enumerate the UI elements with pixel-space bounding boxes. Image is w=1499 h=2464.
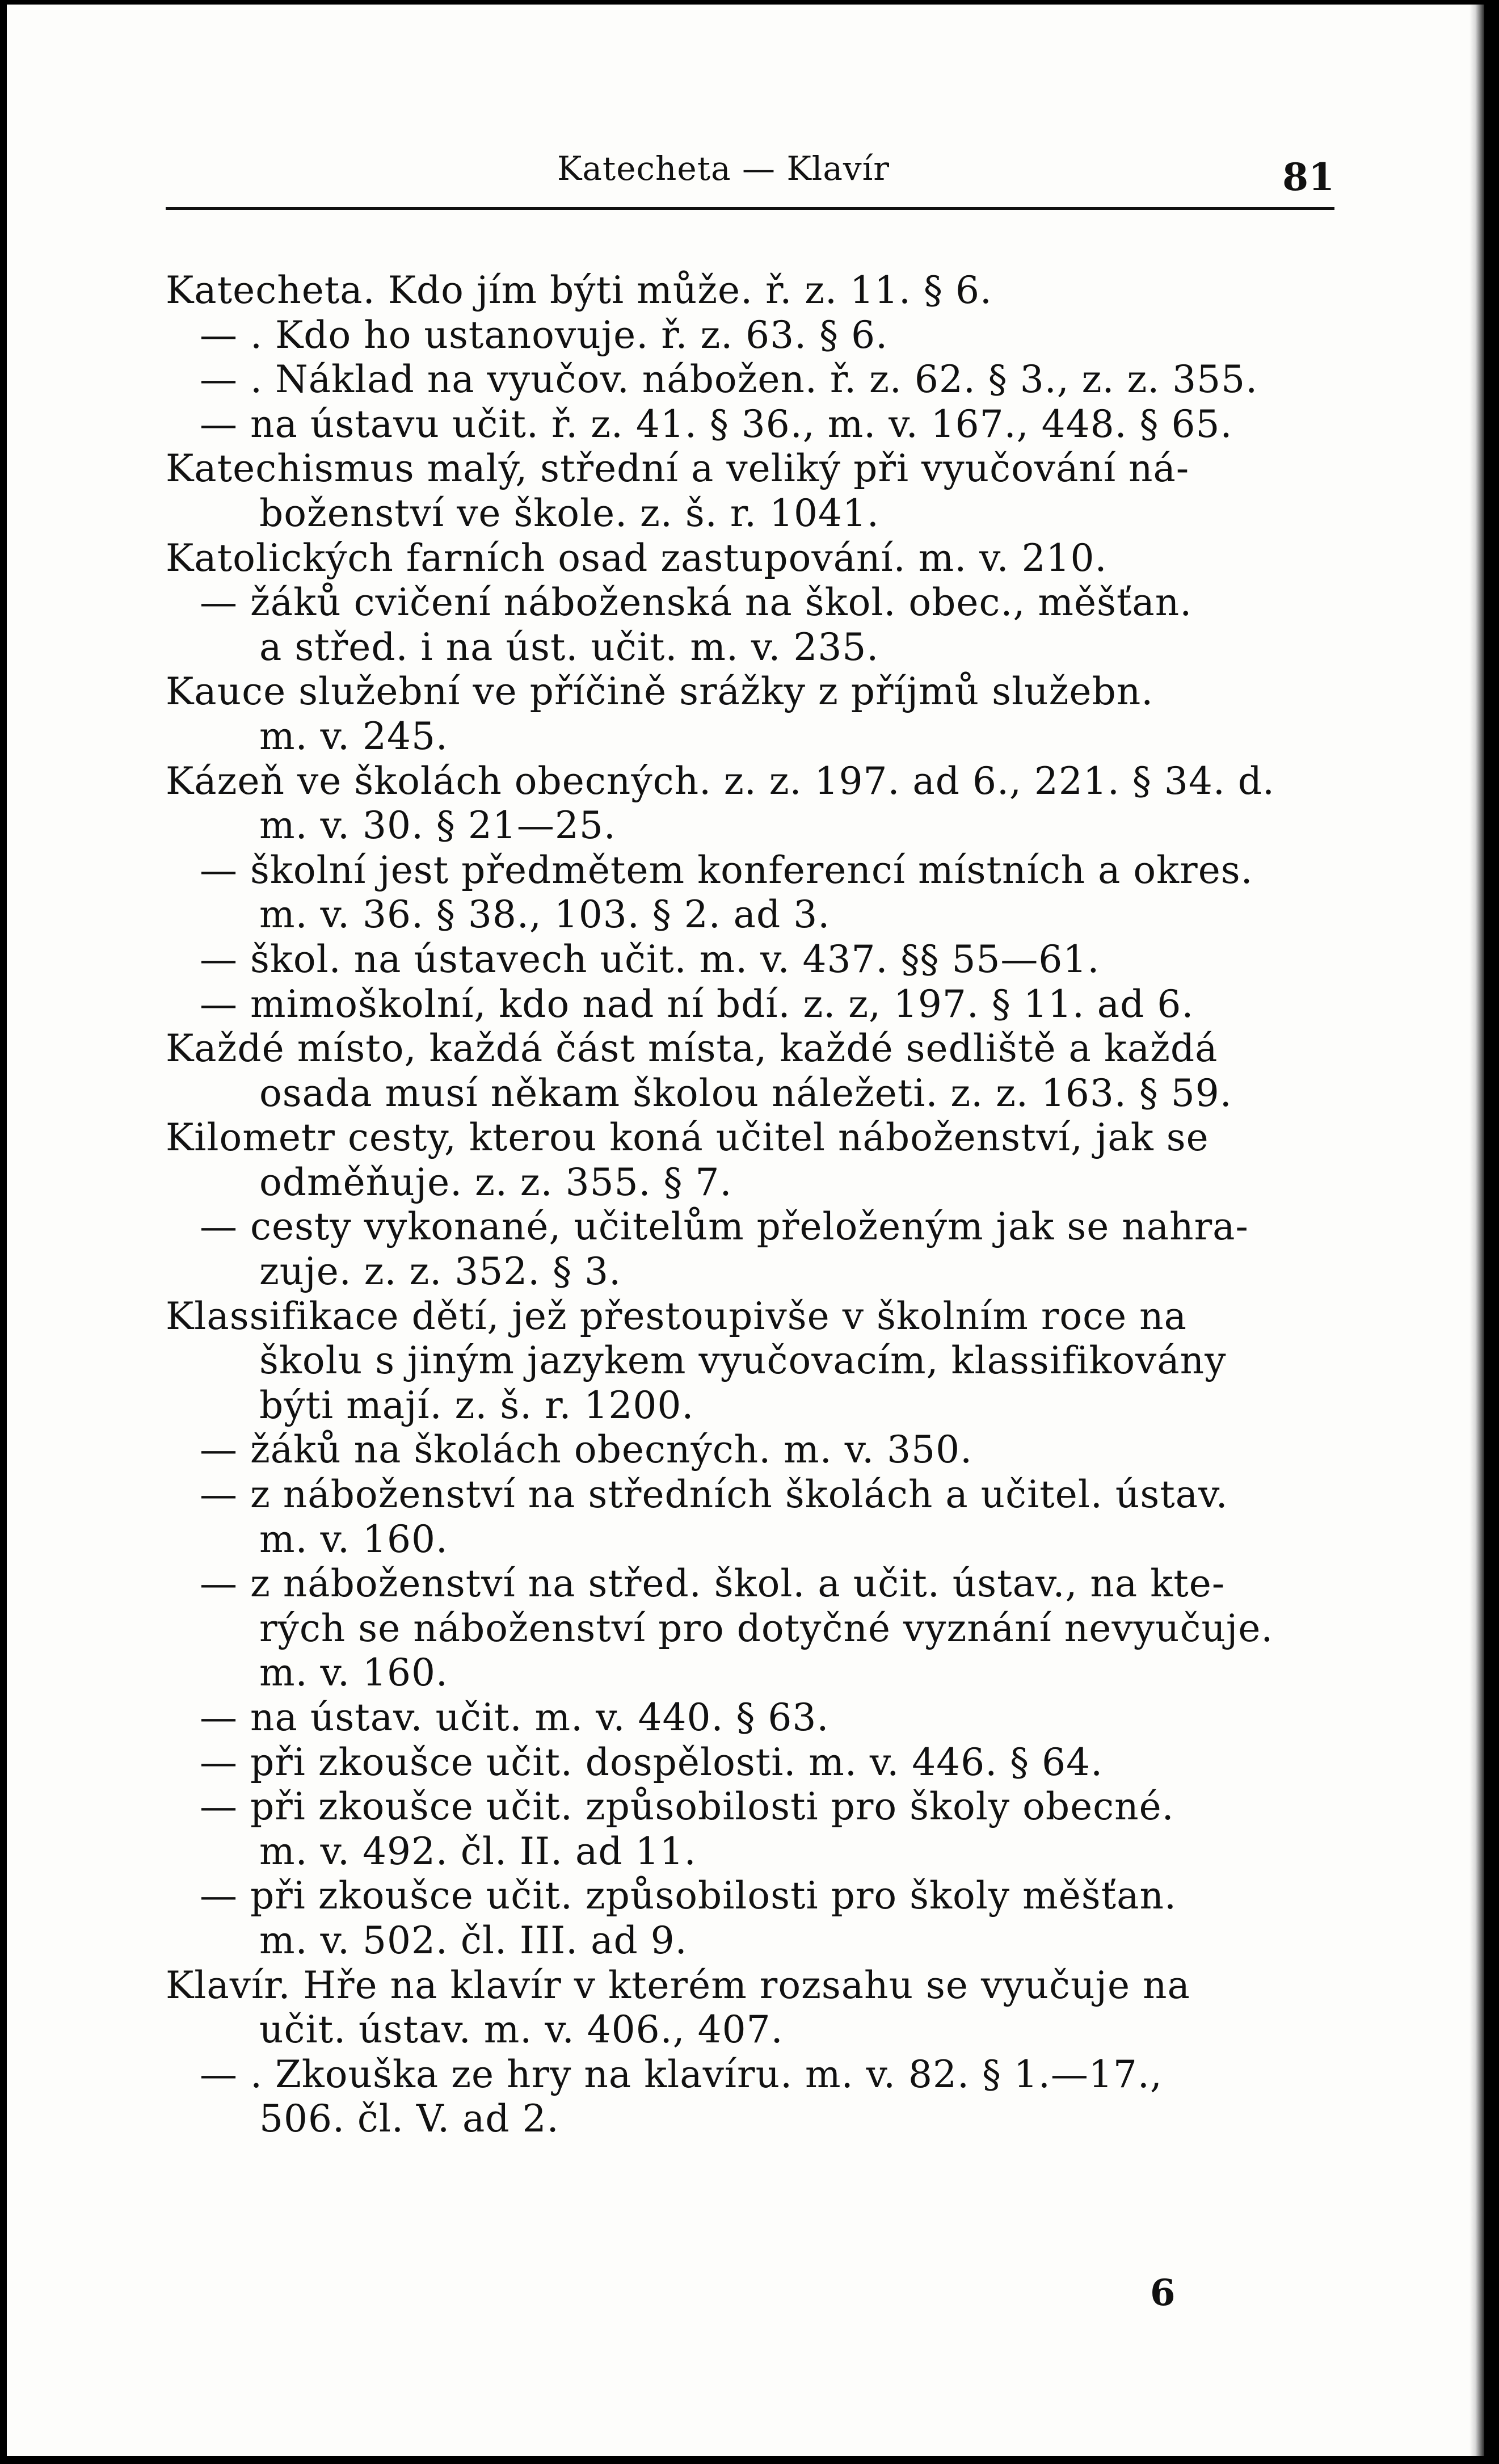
index-line: — . Náklad na vyučov. nábožen. ř. z. 62. § 3., z. z. 355. [200,358,1258,402]
index-line: rých se náboženství pro dotyčné vyznání nevyučuje. [259,1606,1274,1650]
index-line: — žáků na školách obecných. m. v. 350. [200,1428,973,1472]
index-line: školu s jiným jazykem vyučovacím, klassifikovány [259,1339,1227,1383]
index-line: — škol. na ústavech učit. m. v. 437. §§ 55—61. [200,937,1100,981]
index-line: Klavír. Hře na klavír v kterém rozsahu se vyučuje na [166,1963,1190,2007]
index-line: — na ústavu učit. ř. z. 41. § 36., m. v. 167., 448. § 65. [200,402,1233,446]
index-line: Katolických farních osad zastupování. m. v. 210. [166,536,1108,580]
signature-mark: 6 [1150,2272,1176,2314]
index-line: boženství ve škole. z. š. r. 1041. [259,491,879,535]
index-line: býti mají. z. š. r. 1200. [259,1383,694,1427]
index-line: Kauce služební ve příčině srážky z příjmů služebn. [166,670,1154,714]
index-line: Katechismus malý, střední a veliký při vyučování ná- [166,447,1190,491]
index-line: 506. čl. V. ad 2. [259,2097,559,2141]
index-line: — z náboženství na střed. škol. a učit. ústav., na kte- [200,1562,1226,1606]
index-line: — cesty vykonané, učitelům přeloženým jak se nahra- [200,1205,1249,1249]
index-line: — při zkoušce učit. dospělosti. m. v. 446. § 64. [200,1740,1104,1784]
index-line: Kázeň ve školách obecných. z. z. 197. ad 6., 221. § 34. d. [166,759,1275,803]
index-line: m. v. 30. § 21—25. [259,804,616,848]
page-edge-shadow [1469,5,1484,2456]
index-line: — . Kdo ho ustanovuje. ř. z. 63. § 6. [200,313,889,357]
book-page [7,5,1484,2456]
index-line: a střed. i na úst. učit. m. v. 235. [259,625,879,669]
index-line: m. v. 492. čl. II. ad 11. [259,1829,697,1873]
running-title: Katecheta — Klavír [557,149,890,188]
index-line: m. v. 36. § 38., 103. § 2. ad 3. [259,893,831,937]
index-line: — mimoškolní, kdo nad ní bdí. z. z, 197. § 11. ad 6. [200,982,1194,1026]
index-line: odměňuje. z. z. 355. § 7. [259,1160,732,1204]
index-line: — . Zkouška ze hry na klavíru. m. v. 82. § 1.—17., [200,2052,1163,2096]
index-line: m. v. 502. čl. III. ad 9. [259,1918,688,1962]
index-line: — školní jest předmětem konferencí místních a okres. [200,848,1253,892]
index-line: učit. ústav. m. v. 406., 407. [259,2008,784,2052]
index-line: — z náboženství na středních školách a učitel. ústav. [200,1473,1228,1517]
index-line: — při zkoušce učit. způsobilosti pro školy měšťan. [200,1874,1177,1918]
index-line: zuje. z. z. 352. § 3. [259,1250,622,1294]
index-line: Kilometr cesty, kterou koná učitel náboženství, jak se [166,1116,1209,1160]
index-line: m. v. 245. [259,714,448,758]
page-number: 81 [1282,155,1334,199]
header-rule [166,207,1334,210]
running-header [166,138,1334,200]
index-line: m. v. 160. [259,1651,448,1695]
index-line: m. v. 160. [259,1517,448,1561]
index-line: Katecheta. Kdo jím býti může. ř. z. 11. § 6. [166,268,992,312]
index-line: — žáků cvičení náboženská na škol. obec., měšťan. [200,581,1193,625]
index-entries [166,268,1334,2142]
index-line: osada musí někam školou náležeti. z. z. 163. § 59. [259,1071,1232,1115]
index-line: Každé místo, každá část místa, každé sedliště a každá [166,1027,1218,1071]
index-line: — při zkoušce učit. způsobilosti pro školy obecné. [200,1785,1174,1829]
index-line: — na ústav. učit. m. v. 440. § 63. [200,1696,829,1739]
index-line: Klassifikace dětí, jež přestoupivše v školním roce na [166,1294,1188,1338]
